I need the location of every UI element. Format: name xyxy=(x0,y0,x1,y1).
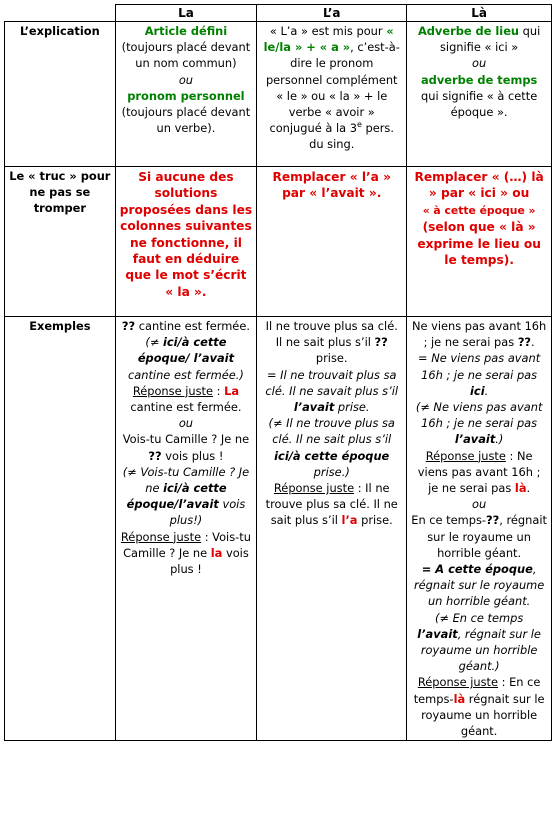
text: , c’est-à-dire le pronom personnel complément « le » ou « la » + le verbe « avoir » conjugué à la 3 xyxy=(265,40,400,136)
header-row xyxy=(5,5,552,22)
text xyxy=(269,416,395,479)
text: En ce temps- xyxy=(411,513,487,528)
answer-word: là xyxy=(453,691,466,706)
text: vois plus!) xyxy=(169,497,246,528)
cell-exemples-la-accent xyxy=(407,317,552,741)
text: régnait sur le royaume un horrible géant. xyxy=(421,691,545,739)
row-label-explication: L’explication xyxy=(5,22,116,167)
term-article-defini: Article défini xyxy=(144,24,228,38)
text: . xyxy=(484,383,489,398)
text: ici/à cette époque/l’avait xyxy=(126,481,227,512)
grammar-table xyxy=(4,4,552,741)
text xyxy=(123,465,249,528)
term-adverbe-de-lieu: Adverbe de lieu xyxy=(417,24,520,38)
text: cantine est fermée. xyxy=(130,400,242,415)
text: : Il ne trouve plus sa clé. Il ne sait plus s’il xyxy=(265,481,398,528)
text: A cette époque xyxy=(435,562,533,577)
text: l’avait xyxy=(454,432,496,447)
answer-word: l’a xyxy=(341,513,358,528)
placeholder-mark: ?? xyxy=(374,335,388,350)
cell-explication-la-accent xyxy=(407,22,552,167)
text: (≠ En ce temps xyxy=(434,610,524,625)
text: ici/à cette époque/ l’avait xyxy=(137,335,235,366)
cell-truc-la-accent xyxy=(407,167,552,317)
answer-label: Réponse juste xyxy=(417,675,499,690)
text: ou xyxy=(178,72,194,87)
text xyxy=(414,562,544,608)
text: . xyxy=(531,335,535,350)
text: vois plus ! xyxy=(170,545,249,577)
cell-exemples-la xyxy=(115,317,257,741)
text: . xyxy=(526,481,531,496)
row-label-truc: Le « truc » pour ne pas se tromper xyxy=(5,167,116,317)
text xyxy=(417,611,541,674)
term-adverbe-de-temps: adverbe de temps xyxy=(420,72,538,87)
text: = Ne viens pas avant 16h ; je ne serai pas xyxy=(418,351,541,382)
text: , régnait sur le royaume un horrible géant. xyxy=(413,562,545,609)
text: = xyxy=(421,562,436,577)
text: Ne viens pas avant 16h ; je ne serai pas xyxy=(411,319,547,350)
text: : En ce temps- xyxy=(413,675,541,706)
term-pronom-personnel: pronom personnel xyxy=(127,88,245,103)
text: Remplacer « (…) là » par « ici » ou xyxy=(414,170,544,201)
text xyxy=(265,368,398,414)
text: ou xyxy=(178,416,194,431)
answer-label: Réponse juste xyxy=(425,448,506,463)
text: qui signifie « ici » xyxy=(439,24,541,55)
row-label-exemples: Exemples xyxy=(5,317,116,741)
answer-word: là xyxy=(514,481,527,496)
text xyxy=(418,351,540,397)
column-header-la-accent: Là xyxy=(407,5,552,22)
text: qui signifie « à cette époque ». xyxy=(421,88,538,120)
corner-cell xyxy=(5,5,116,22)
cell-explication-la xyxy=(115,22,257,167)
text: cantine est fermée. xyxy=(135,319,250,333)
text: ou xyxy=(472,56,487,71)
text: Vois-tu Camille ? Je ne xyxy=(122,432,250,447)
text: (≠ Il ne trouve plus sa clé. Il ne sait plus s’il xyxy=(268,416,395,447)
column-header-la: La xyxy=(115,5,257,22)
text: vois plus ! xyxy=(161,448,224,463)
text: (selon que « là » exprime le lieu ou le temps). xyxy=(417,220,541,268)
row-explication xyxy=(5,22,552,167)
text: , régnait sur le royaume un horrible géant. xyxy=(427,513,547,560)
row-exemples xyxy=(5,317,552,741)
text: pers. du sing. xyxy=(309,121,394,152)
text: prise.) xyxy=(313,464,350,479)
text: : xyxy=(213,383,225,398)
text: (toujours placé devant un verbe). xyxy=(121,105,251,136)
text: l’avait xyxy=(417,626,458,641)
text: (toujours placé devant un nom commun) xyxy=(121,40,251,71)
text xyxy=(416,400,543,446)
answer-label: Réponse juste xyxy=(120,529,202,544)
text: (≠ xyxy=(145,335,163,350)
text: , régnait sur le royaume un horrible géant.) xyxy=(420,626,541,674)
placeholder-mark: ?? xyxy=(148,448,162,463)
text: ici xyxy=(470,383,485,398)
cell-explication-l-a xyxy=(257,22,407,167)
row-truc xyxy=(5,167,552,317)
superscript: e xyxy=(356,120,362,130)
answer-label: Réponse juste xyxy=(132,383,213,398)
text: l’avait xyxy=(293,400,335,415)
text: prise. xyxy=(315,351,348,366)
placeholder-mark: ?? xyxy=(486,513,500,528)
text: = Il ne trouvait plus sa clé. Il ne savait plus s’il xyxy=(265,367,399,398)
text: prise. xyxy=(334,400,370,415)
placeholder-mark: ?? xyxy=(517,335,532,350)
text: « L’a » est mis pour xyxy=(269,24,387,38)
text: (≠ Ne viens pas avant 16h ; je ne serai pas xyxy=(415,400,543,431)
text: : Vois-tu Camille ? Je ne xyxy=(123,529,251,560)
column-header-l-a: L’a xyxy=(257,5,407,22)
text: .) xyxy=(495,432,504,447)
text: : Ne viens pas avant 16h ; je ne serai pas xyxy=(417,448,541,496)
text: « à cette époque » xyxy=(422,203,536,217)
text: ici/à cette époque xyxy=(274,448,390,463)
cell-exemples-l-a xyxy=(257,317,407,741)
text: prise. xyxy=(357,513,393,528)
text: ou xyxy=(472,497,487,512)
cell-truc-la: Si aucune des solutions proposées dans les colonnes suivantes ne fonctionne, il faut en déduire que le mot s’écrit « la ». xyxy=(115,167,257,317)
answer-label: Réponse juste xyxy=(273,481,355,496)
term-le-la-a: « le/la » + « a » xyxy=(263,24,394,55)
text: cantine est fermée.) xyxy=(128,367,244,382)
cell-truc-l-a: Remplacer « l’a » par « l’avait ». xyxy=(257,167,407,317)
placeholder-mark: ?? xyxy=(121,319,136,333)
answer-word: la xyxy=(210,545,223,560)
text: (≠ Vois-tu Camille ? Je ne xyxy=(122,464,250,496)
text: Il ne trouve plus sa clé. Il ne sait plus s’il xyxy=(265,319,398,350)
answer-word: La xyxy=(224,383,240,398)
text xyxy=(128,335,244,381)
